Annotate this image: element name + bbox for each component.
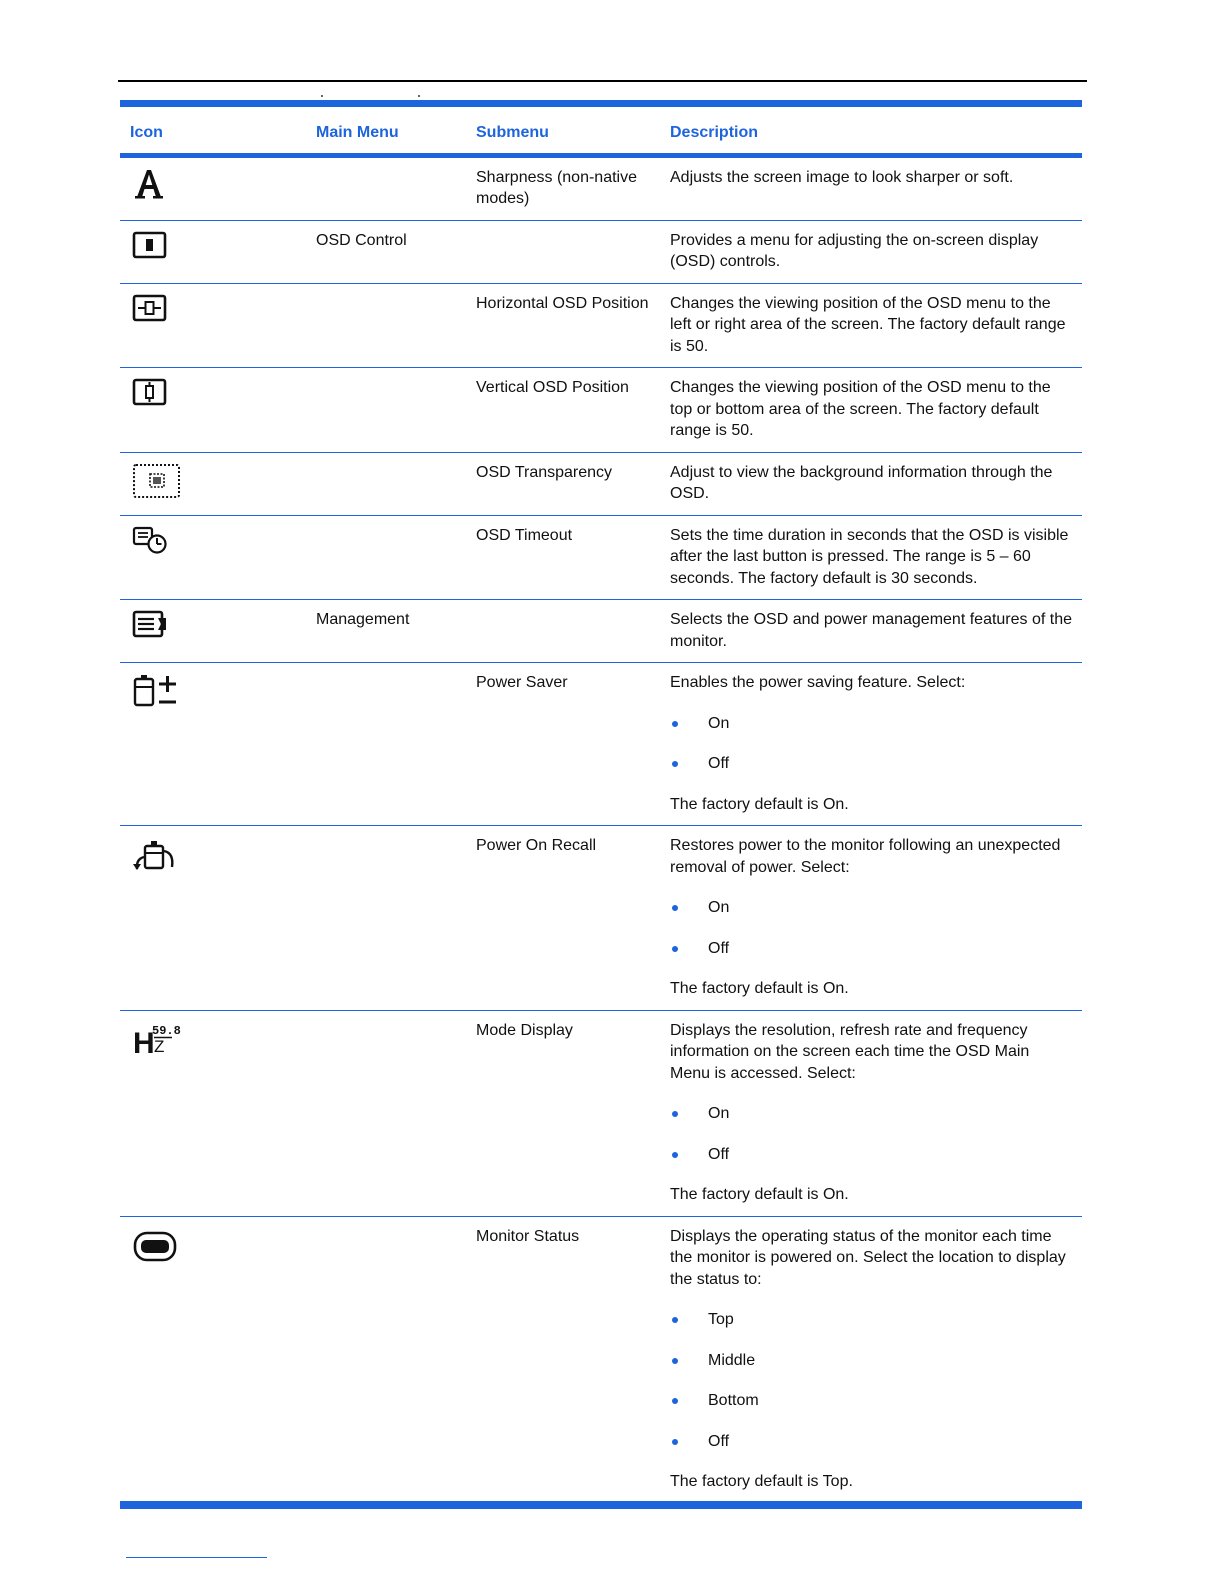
- option-item: Middle: [670, 1350, 1072, 1372]
- submenu-cell: [466, 220, 660, 283]
- description-cell: [660, 1216, 1082, 1505]
- horizontal-osd-position-icon: [132, 293, 172, 327]
- main-menu-cell: [306, 368, 466, 453]
- icon-cell: [120, 368, 306, 453]
- description-text: Displays the resolution, refresh rate and frequency information on the screen each time the OSD Main Menu is accessed. Select:: [670, 1021, 1030, 1082]
- main-menu-cell: [306, 1010, 466, 1216]
- option-item: On: [670, 713, 1072, 735]
- table-row: [120, 600, 1082, 663]
- option-list: [670, 1103, 1072, 1165]
- factory-default-text: The factory default is On.: [670, 795, 849, 813]
- option-item: Off: [670, 938, 1072, 960]
- mode-display-icon-z: Z: [154, 1036, 165, 1056]
- description-text: Displays the operating status of the monitor each time the monitor is powered on. Select the location to display the status to:: [670, 1227, 1066, 1288]
- column-header-icon: Icon: [120, 104, 306, 156]
- column-header-description: Description: [660, 104, 1082, 156]
- vertical-osd-position-icon: [132, 377, 172, 411]
- mode-display-icon-rate: 59.8: [152, 1023, 181, 1038]
- osd-timeout-icon: [132, 525, 172, 559]
- main-menu-cell: [306, 663, 466, 826]
- osd-control-icon: [132, 230, 172, 264]
- monitor-status-icon: [132, 1226, 182, 1266]
- table-header: [120, 104, 1082, 156]
- option-item: On: [670, 897, 1072, 919]
- table-row: [120, 1216, 1082, 1505]
- icon-cell: [120, 663, 306, 826]
- factory-default-text: The factory default is Top.: [670, 1473, 853, 1490]
- main-menu-cell: [306, 826, 466, 1011]
- option-item: Off: [670, 753, 1072, 775]
- main-menu-cell: OSD Control: [306, 220, 466, 283]
- submenu-cell: Sharpness (non-native modes): [466, 155, 660, 220]
- icon-cell: [120, 155, 306, 220]
- description-cell: [660, 155, 1082, 220]
- footnote-rule: [126, 1557, 267, 1558]
- submenu-cell: Mode Display: [466, 1010, 660, 1216]
- power-on-recall-icon: [132, 835, 184, 875]
- submenu-cell: OSD Timeout: [466, 515, 660, 600]
- submenu-cell: Vertical OSD Position: [466, 368, 660, 453]
- management-icon: [132, 609, 172, 643]
- column-header-submenu: Submenu: [466, 104, 660, 156]
- description-text: Enables the power saving feature. Select:: [670, 674, 966, 691]
- main-menu-cell: [306, 452, 466, 515]
- main-menu-cell: [306, 1216, 466, 1505]
- option-list: [670, 713, 1072, 775]
- icon-cell: [120, 515, 306, 600]
- description-text: Changes the viewing position of the OSD menu to the left or right area of the screen. The factory default range is 50.: [670, 294, 1066, 355]
- description-cell: [660, 663, 1082, 826]
- table-row: [120, 1010, 1082, 1216]
- description-text: Adjust to view the background information through the OSD.: [670, 463, 1053, 502]
- table-row: [120, 826, 1082, 1011]
- osd-transparency-icon: [132, 462, 184, 502]
- option-item: Off: [670, 1431, 1072, 1453]
- description-cell: [660, 826, 1082, 1011]
- mode-display-icon-h: H: [133, 1026, 155, 1060]
- submenu-cell: Horizontal OSD Position: [466, 283, 660, 368]
- table-row: [120, 452, 1082, 515]
- option-list: [670, 897, 1072, 959]
- description-cell: [660, 368, 1082, 453]
- icon-cell: [120, 1010, 306, 1216]
- description-text: Changes the viewing position of the OSD menu to the top or bottom area of the screen. The factory default range is 50.: [670, 379, 1051, 439]
- osd-menu-table: [120, 100, 1082, 1509]
- option-list: [670, 1309, 1072, 1452]
- submenu-cell: Monitor Status: [466, 1216, 660, 1505]
- header-rule-tick: [321, 95, 323, 97]
- table-row: [120, 155, 1082, 220]
- main-menu-cell: [306, 155, 466, 220]
- option-item: On: [670, 1103, 1072, 1125]
- main-menu-cell: [306, 283, 466, 368]
- submenu-cell: [466, 600, 660, 663]
- description-text: Restores power to the monitor following an unexpected removal of power. Select:: [670, 837, 1061, 876]
- option-item: Bottom: [670, 1390, 1072, 1412]
- description-text: Provides a menu for adjusting the on-screen display (OSD) controls.: [670, 231, 1039, 270]
- table-row: [120, 515, 1082, 600]
- table-row: [120, 220, 1082, 283]
- mode-display-icon: [132, 1020, 184, 1060]
- description-text: Selects the OSD and power management features of the monitor.: [670, 611, 1073, 650]
- icon-cell: [120, 600, 306, 663]
- power-saver-icon: [132, 672, 182, 712]
- description-text: Adjusts the screen image to look sharper or soft.: [670, 168, 1014, 186]
- main-menu-cell: Management: [306, 600, 466, 663]
- main-menu-cell: [306, 515, 466, 600]
- option-item: Off: [670, 1144, 1072, 1166]
- icon-cell: [120, 452, 306, 515]
- description-cell: [660, 452, 1082, 515]
- header-rule-tick: [418, 95, 420, 97]
- description-cell: [660, 220, 1082, 283]
- submenu-cell: OSD Transparency: [466, 452, 660, 515]
- submenu-cell: Power On Recall: [466, 826, 660, 1011]
- option-item: Top: [670, 1309, 1072, 1331]
- table-row: [120, 283, 1082, 368]
- sharpness-icon: [132, 167, 172, 207]
- icon-cell: [120, 826, 306, 1011]
- icon-cell: [120, 220, 306, 283]
- factory-default-text: The factory default is On.: [670, 1186, 849, 1203]
- icon-cell: [120, 1216, 306, 1505]
- description-text: Sets the time duration in seconds that the OSD is visible after the last button is pressed. The range is 5 – 60 seconds. The factory default is 30 seconds.: [670, 526, 1069, 587]
- description-cell: [660, 600, 1082, 663]
- table-row: [120, 663, 1082, 826]
- page-header-rule: [118, 80, 1087, 82]
- factory-default-text: The factory default is On.: [670, 980, 849, 997]
- column-header-main-menu: Main Menu: [306, 104, 466, 156]
- description-cell: [660, 1010, 1082, 1216]
- icon-cell: [120, 283, 306, 368]
- table-row: [120, 368, 1082, 453]
- description-cell: [660, 515, 1082, 600]
- description-cell: [660, 283, 1082, 368]
- submenu-cell: Power Saver: [466, 663, 660, 826]
